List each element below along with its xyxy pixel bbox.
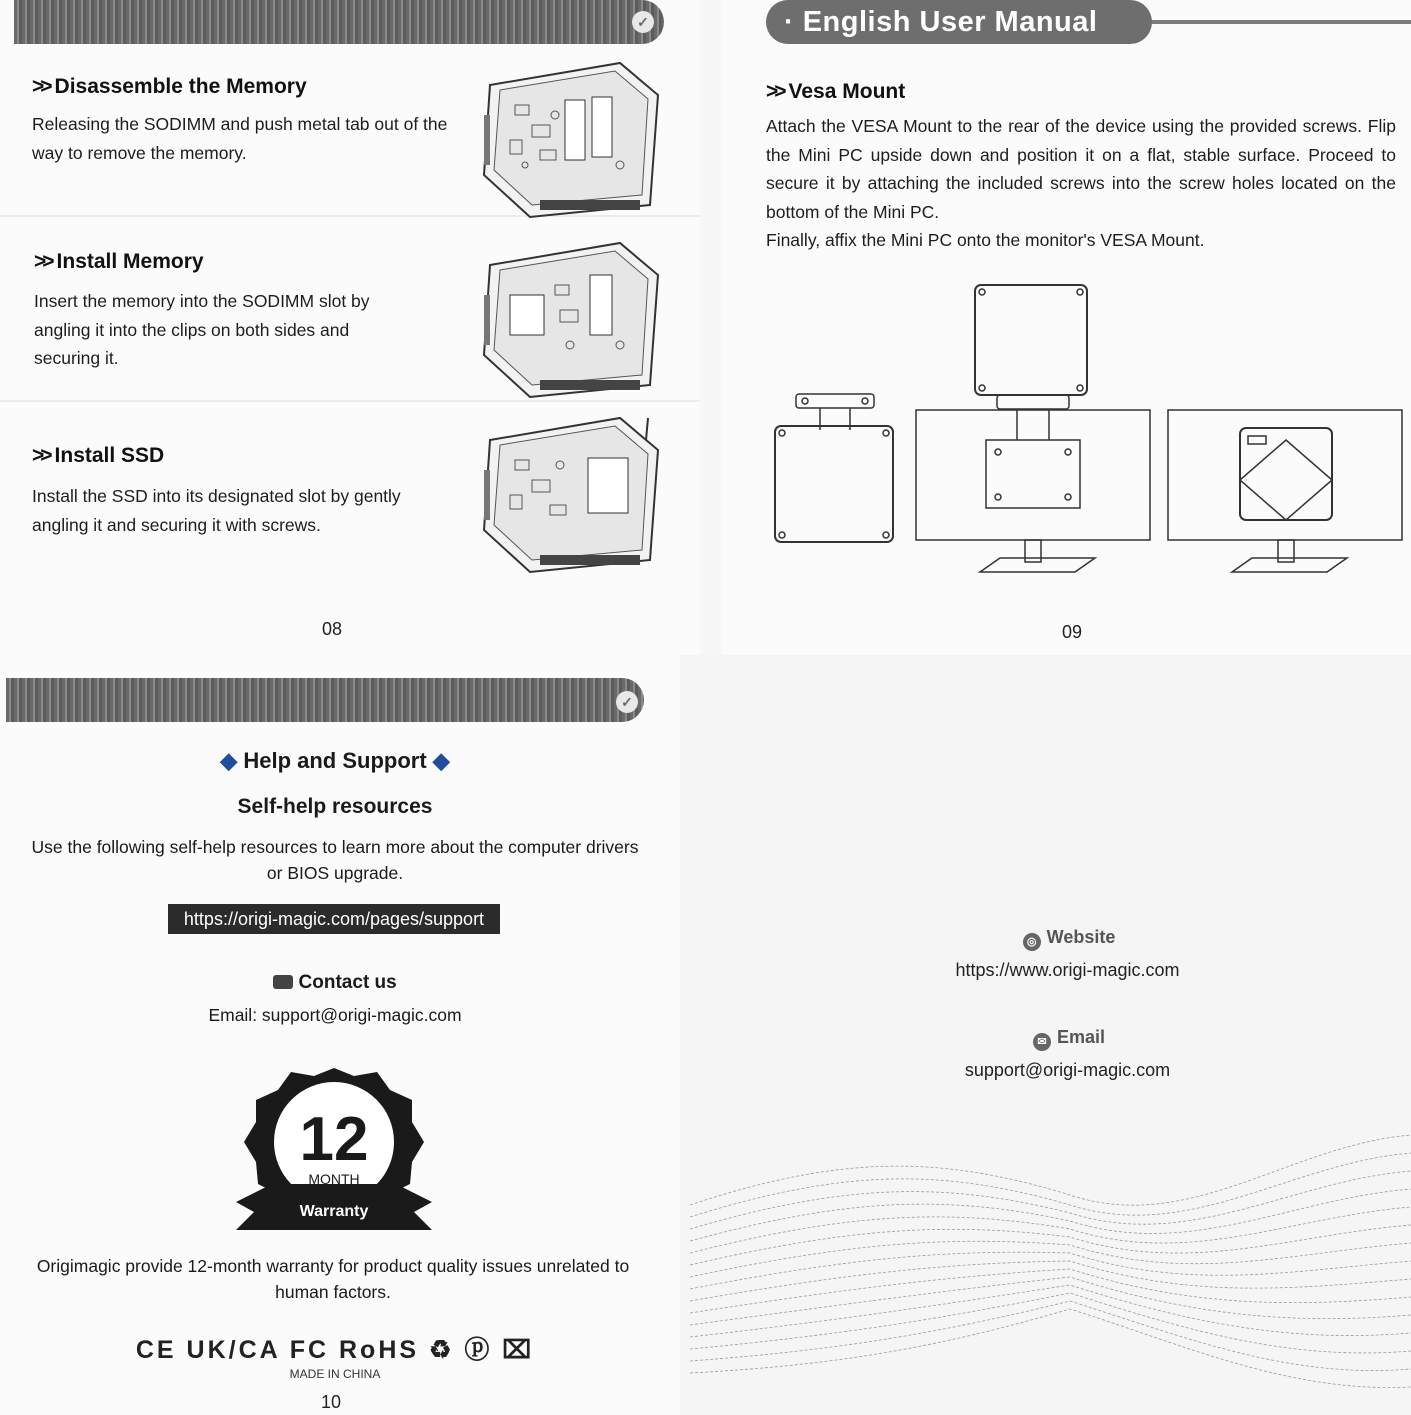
warranty-badge: [232, 1060, 436, 1242]
double-chevron-icon: >>: [32, 444, 49, 467]
chevron-down-icon: ✓: [632, 11, 654, 33]
page-number: 10: [321, 1392, 342, 1412]
email-icon: ✉: [1033, 1033, 1051, 1051]
badge-month: MONTH: [308, 1171, 360, 1187]
chevron-down-icon: ✓: [616, 691, 638, 713]
email-value[interactable]: support@origi-magic.com: [964, 1060, 1171, 1080]
warranty-text: Origimagic provide 12-month warranty for product quality issues unrelated to human factors.: [36, 1256, 630, 1302]
envelope-icon: [273, 975, 293, 989]
section-title-install-memory: >> Install Memory: [34, 250, 204, 273]
page-header-bar: [6, 678, 644, 722]
email-label: ✉ Email: [724, 1027, 1411, 1051]
help-heading: ◆ Help and Support ◆: [220, 748, 450, 773]
section-title-vesa-mount: >> Vesa Mount: [766, 80, 906, 103]
section-text: Releasing the SODIMM and push metal tab out of the way to remove the memory.: [32, 114, 448, 163]
page-number: 08: [322, 619, 343, 639]
double-chevron-icon: >>: [34, 250, 51, 273]
mini-pc-memory-install-illustration: [470, 235, 665, 400]
badge-number: 12: [299, 1105, 369, 1174]
mini-pc-ssd-install-illustration: [470, 410, 665, 575]
page-number: 09: [1062, 622, 1083, 642]
double-chevron-icon: >>: [766, 80, 783, 103]
paragraph: Finally, affix the Mini PC onto the monitor's VESA Mount.: [766, 230, 1205, 250]
section-divider: [0, 400, 700, 402]
self-help-subheading: Self-help resources: [237, 795, 433, 818]
section-title-disassemble-memory: >> Disassemble the Memory: [32, 75, 307, 98]
section-text: Insert the memory into the SODIMM slot by angling it into the clips on both sides and securing it.: [34, 291, 370, 368]
manual-back-cover: [680, 655, 1411, 1415]
manual-page-08: [0, 0, 700, 655]
website-label: ◎ Website: [724, 927, 1411, 951]
manual-page-09: [722, 0, 1411, 655]
self-help-intro: Use the following self-help resources to learn more about the computer drivers or BIOS upgrade.: [31, 837, 639, 883]
mini-pc-memory-removal-illustration: [470, 55, 665, 220]
paragraph: Attach the VESA Mount to the rear of the device using the provided screws. Flip the Mini PC upside down and position it on a flat, stable surface. Proceed to secure it by attaching the included screws into the screw holes located on the bottom of the Mini PC.: [766, 116, 1396, 222]
wave-lines-decoration: [690, 1125, 1411, 1395]
section-text: Install the SSD into its designated slot by gently angling it and securing it with screws.: [32, 486, 401, 535]
manual-page-10: [0, 650, 680, 1415]
certification-marks: CE UK/CA FC RoHS ♻ ⓟ ⌧: [135, 1336, 535, 1364]
page-header-bar: [14, 0, 664, 44]
double-chevron-icon: >>: [32, 75, 49, 98]
globe-icon: ◎: [1023, 933, 1041, 951]
diamond-icon: ◆: [220, 748, 238, 773]
made-in-china: MADE IN CHINA: [289, 1367, 381, 1381]
contact-heading: Contact us: [0, 972, 670, 994]
vesa-instructions: [766, 112, 1396, 255]
vesa-mount-diagram: [770, 280, 1410, 580]
section-title-install-ssd: >> Install SSD: [32, 444, 165, 467]
support-url-link[interactable]: https://origi-magic.com/pages/support: [168, 904, 500, 934]
page-title: · English User Manual: [766, 0, 1152, 44]
badge-ribbon: Warranty: [299, 1203, 369, 1220]
contact-email: Email: support@origi-magic.com: [208, 1005, 462, 1025]
header-rule: [1140, 20, 1411, 24]
diamond-icon: ◆: [432, 748, 450, 773]
website-url[interactable]: https://www.origi-magic.com: [955, 960, 1180, 980]
